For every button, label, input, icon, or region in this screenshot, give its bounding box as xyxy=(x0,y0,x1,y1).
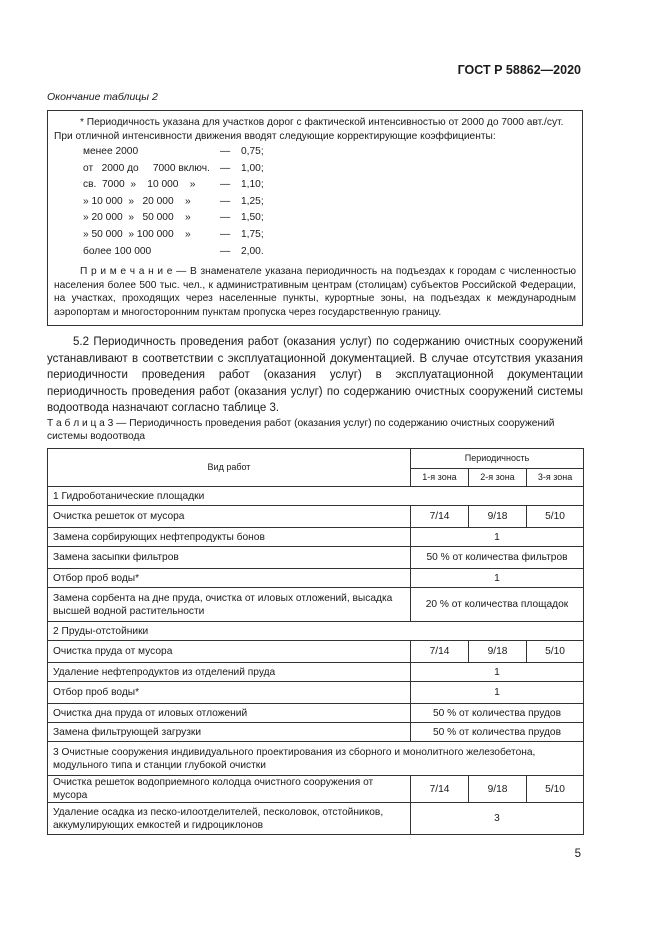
zone-2-cell: 9/18 xyxy=(469,776,527,803)
periodicity-cell: 1 xyxy=(411,682,584,704)
header-zone-3: 3-я зона xyxy=(527,469,584,487)
coefficient-value: 1,25; xyxy=(241,195,264,207)
note-text: — В знаменателе указана периодичность на подъездах к городам с численностью населения более 500 тыс. чел., к административным центрам (столицам) субъектов Российской Федерации, на участках, проходящих через населенные пункты, курортные зоны, на подъездах к международным аэропортам и многосторонним пунктам пропуска через государственную границу. xyxy=(54,266,576,318)
coefficient-value: 1,50; xyxy=(241,212,264,224)
coefficient-range: от 2000 до 7000 включ. xyxy=(83,162,210,174)
periodicity-cell: 50 % от количества фильтров xyxy=(411,547,584,569)
coefficient-value: 1,10; xyxy=(241,179,264,191)
table-row xyxy=(48,569,584,588)
coefficient-row xyxy=(48,211,582,225)
header-zone-2: 2-я зона xyxy=(469,469,527,487)
standard-number: ГОСТ Р 58862—2020 xyxy=(457,63,581,77)
work-type-cell: Замена фильтрующей загрузки xyxy=(48,723,411,742)
section-heading: 3 Очистные сооружения индивидуального проектирования из сборного и монолитного железобетона, модульного типа и станции глубокой очистки xyxy=(48,742,584,776)
coefficient-value: 1,00; xyxy=(241,162,264,174)
table-row xyxy=(48,588,584,622)
coefficient-range: » 10 000 » 20 000 » xyxy=(83,195,191,207)
periodicity-cell: 20 % от количества площадок xyxy=(411,588,584,622)
coefficient-dash: — xyxy=(220,212,231,224)
table-2-end-caption: Окончание таблицы 2 xyxy=(47,91,158,103)
work-type-cell: Очистка решеток водоприемного колодца очистного сооружения от мусора xyxy=(48,776,411,803)
table-2-footnote-box xyxy=(47,110,583,326)
table-row xyxy=(48,622,584,641)
table-row xyxy=(48,641,584,663)
table-row xyxy=(48,723,584,742)
coefficient-range: » 50 000 » 100 000 » xyxy=(83,229,191,240)
zone-1-cell: 7/14 xyxy=(411,506,469,528)
coefficient-dash: — xyxy=(220,146,231,157)
work-type-cell: Очистка решеток от мусора xyxy=(48,506,411,528)
coefficient-value: 1,75; xyxy=(241,229,264,240)
periodicity-cell: 50 % от количества прудов xyxy=(411,723,584,742)
table-note xyxy=(54,265,576,319)
table-row xyxy=(48,663,584,682)
work-type-cell: Отбор проб воды* xyxy=(48,682,411,704)
zone-2-cell: 9/18 xyxy=(469,506,527,528)
coefficient-row xyxy=(48,162,582,176)
table-row xyxy=(48,742,584,776)
coefficient-dash: — xyxy=(220,195,231,207)
coefficient-row xyxy=(48,245,582,259)
work-type-cell: Отбор проб воды* xyxy=(48,569,411,588)
work-type-cell: Удаление осадка из песко-илоотделителей, песколовок, отстойников, аккумулирующих емкостей и гидроциклонов xyxy=(48,803,411,835)
table-row xyxy=(48,487,584,506)
work-type-cell: Очистка пруда от мусора xyxy=(48,641,411,663)
coefficient-value: 0,75; xyxy=(241,146,264,157)
work-type-cell: Удаление нефтепродуктов из отделений пруда xyxy=(48,663,411,682)
table-row xyxy=(48,528,584,547)
table-row xyxy=(48,803,584,835)
note-label: П р и м е ч а н и е xyxy=(80,266,173,277)
coefficient-row xyxy=(48,228,582,242)
coefficient-range: менее 2000 xyxy=(83,146,139,157)
coefficient-dash: — xyxy=(220,162,231,174)
coefficient-row xyxy=(48,195,582,209)
periodicity-cell: 3 xyxy=(411,803,584,835)
periodicity-cell: 1 xyxy=(411,528,584,547)
header-zone-1: 1-я зона xyxy=(411,469,469,487)
work-type-cell: Замена сорбента на дне пруда, очистка от иловых отложений, высадка высшей водной растительности xyxy=(48,588,411,622)
table-row xyxy=(48,776,584,803)
table-row xyxy=(48,704,584,723)
footnote-text: * Периодичность указана для участков дорог с фактической интенсивностью от 2000 до 7000 авт./сут. При отличной интенсивности движения вводят следующие корректирующие коэффициенты: xyxy=(54,117,564,142)
zone-3-cell: 5/10 xyxy=(527,641,584,663)
coefficient-dash: — xyxy=(220,179,231,191)
coefficient-value: 2,00. xyxy=(241,245,264,257)
paragraph-5-2: 5.2 Периодичность проведения работ (оказания услуг) по содержанию очистных сооружений устанавливают в соответствии с эксплуатационной документацией. В случае отсутствия указания периодичности проведения работ (оказания услуг) в эксплуатационной документации периодичность проведения работ (оказания услуг) по содержанию очистных сооружений системы водоотвода назначают согласно таблице 3. xyxy=(47,336,583,415)
table-3 xyxy=(47,448,584,835)
coefficient-row xyxy=(48,178,582,192)
table-row xyxy=(48,506,584,528)
page-number: 5 xyxy=(574,848,581,860)
coefficient-row xyxy=(48,145,582,159)
table-3-label: Т а б л и ц а 3 xyxy=(47,418,114,429)
table-3-title: — Периодичность проведения работ (оказания услуг) по содержанию очистных сооружений системы водоотвода xyxy=(47,418,555,442)
zone-2-cell: 9/18 xyxy=(469,641,527,663)
coefficient-range: св. 7000 » 10 000 » xyxy=(83,179,196,191)
work-type-cell: Очистка дна пруда от иловых отложений xyxy=(48,704,411,723)
work-type-cell: Замена засыпки фильтров xyxy=(48,547,411,569)
section-heading: 2 Пруды-отстойники xyxy=(48,622,584,641)
table-3-caption xyxy=(47,418,583,443)
section-heading: 1 Гидроботанические площадки xyxy=(48,487,584,506)
periodicity-cell: 50 % от количества прудов xyxy=(411,704,584,723)
periodicity-cell: 1 xyxy=(411,663,584,682)
coefficient-range: более 100 000 xyxy=(83,245,152,257)
zone-1-cell: 7/14 xyxy=(411,776,469,803)
table-row xyxy=(48,547,584,569)
coefficient-range: » 20 000 » 50 000 » xyxy=(83,212,191,224)
zone-3-cell: 5/10 xyxy=(527,776,584,803)
periodicity-cell: 1 xyxy=(411,569,584,588)
table-row xyxy=(48,682,584,704)
zone-1-cell: 7/14 xyxy=(411,641,469,663)
zone-3-cell: 5/10 xyxy=(527,506,584,528)
coefficient-dash: — xyxy=(220,229,231,240)
header-work-type: Вид работ xyxy=(48,449,411,487)
work-type-cell: Замена сорбирующих нефтепродукты бонов xyxy=(48,528,411,547)
coefficient-dash: — xyxy=(220,245,231,257)
header-periodicity: Периодичность xyxy=(411,449,584,469)
